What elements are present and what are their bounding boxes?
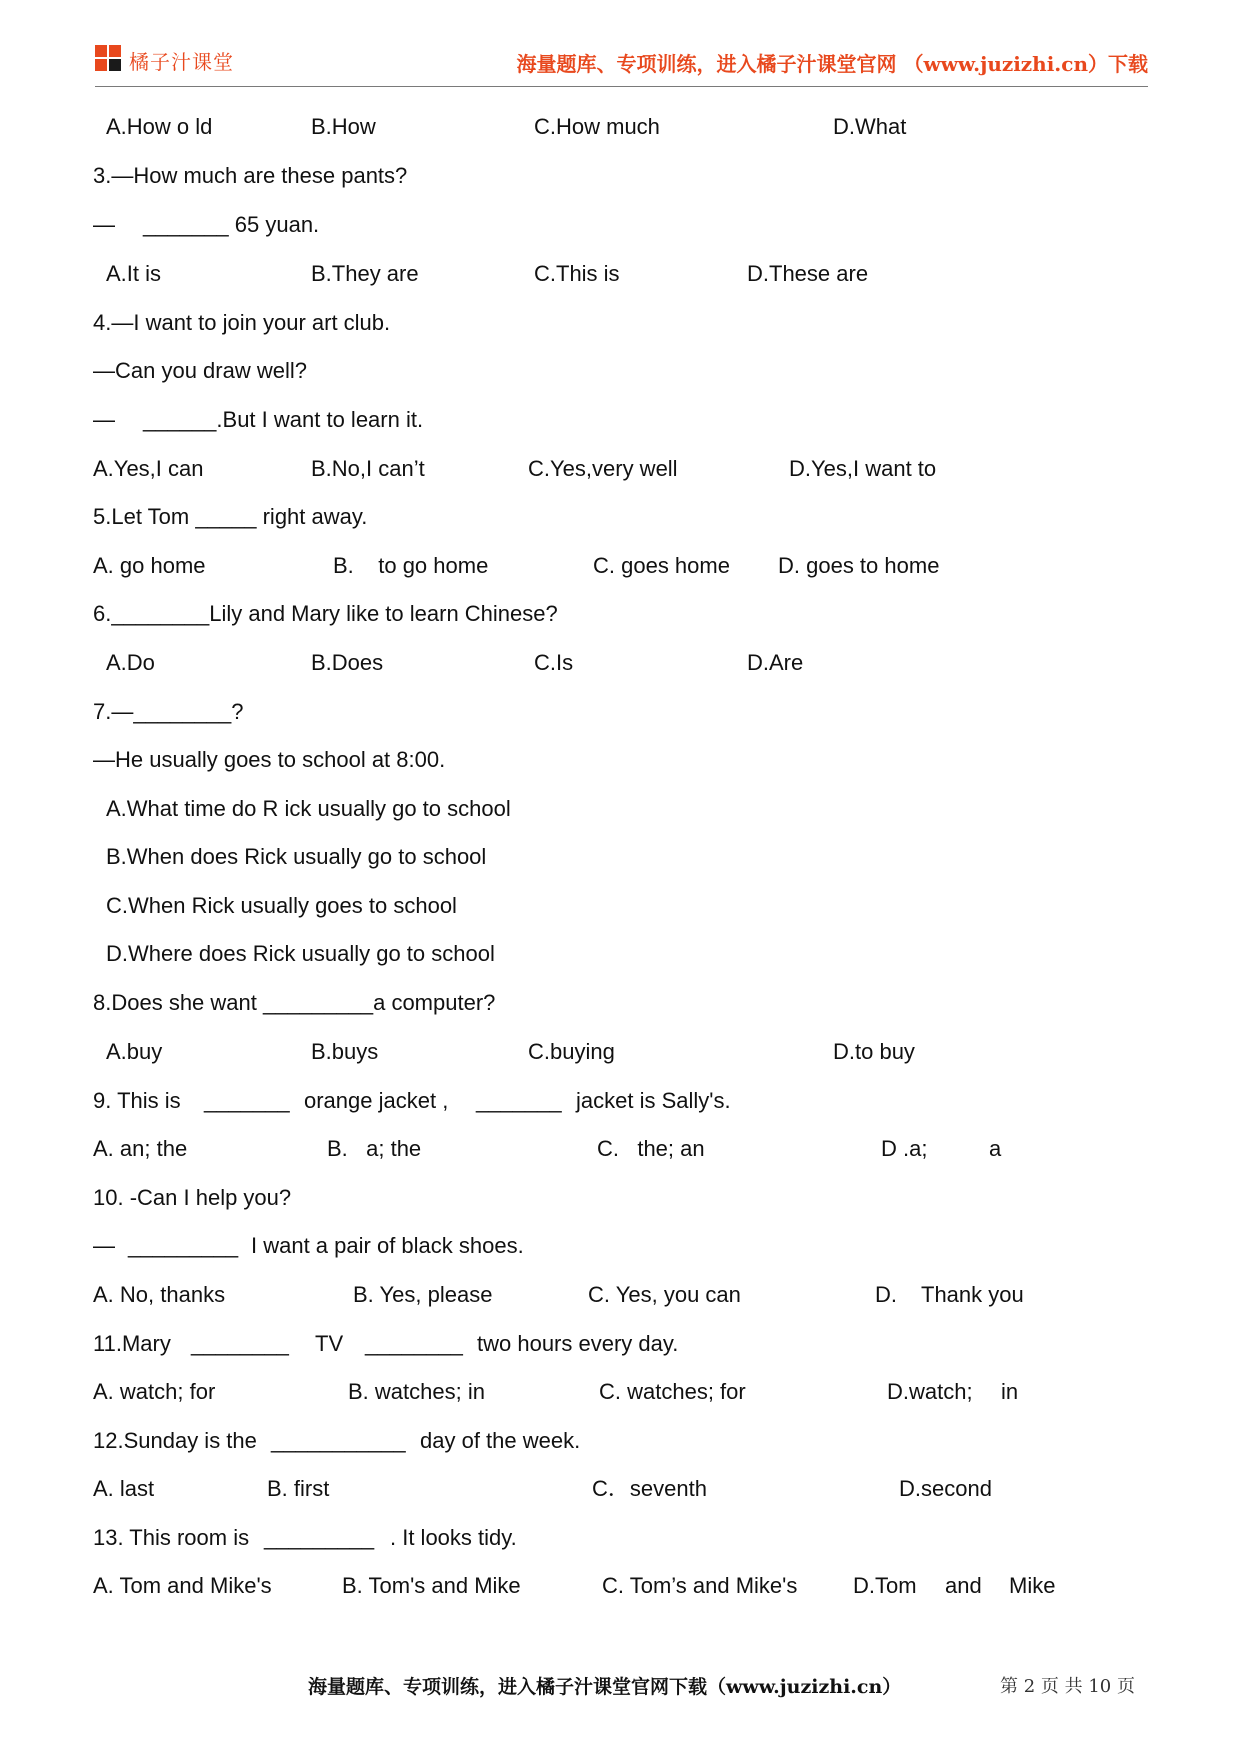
line-segment: B.No,I can’t (311, 456, 425, 481)
line-segment: _________ (128, 1233, 239, 1258)
line-segment: C. Tom’s and Mike's (602, 1573, 798, 1598)
line-segment: D.to buy (833, 1039, 915, 1064)
question-line: — (93, 212, 115, 237)
logo-icon (95, 45, 125, 75)
line-segment: C. goes home (593, 553, 730, 578)
line-segment: D.second (899, 1476, 992, 1501)
question-line: A. go home (93, 553, 206, 578)
line-segment: B.Does (311, 650, 384, 675)
footer-slogan: 海量题库、专项训练，进入橘子汁课堂官网下载（www.juzizhi.cn） (308, 1676, 902, 1698)
line-segment: D. goes to home (778, 553, 940, 578)
line-segment: two hours every day. (477, 1331, 679, 1356)
line-segment: B. watches; in (348, 1379, 485, 1404)
question-line: 13. This room is (93, 1525, 250, 1550)
logo-text: 橘子汁课堂 (129, 49, 234, 74)
line-segment: B. a; the (327, 1136, 422, 1161)
line-segment: D.Yes,I want to (789, 456, 937, 481)
line-segment: Mike (1009, 1573, 1056, 1598)
question-line: A.How o ld (106, 114, 213, 139)
line-segment: _______ 65 yuan. (143, 212, 320, 237)
line-segment: ________ (191, 1331, 289, 1356)
question-line: 11.Mary (93, 1331, 171, 1356)
line-segment: day of the week. (420, 1428, 581, 1453)
question-line: 8.Does she want _________a computer? (93, 990, 496, 1015)
line-segment: C.buying (528, 1039, 615, 1064)
question-line: — (93, 1233, 115, 1258)
question-line: C.When Rick usually goes to school (106, 893, 457, 918)
question-line: A.Yes,I can (93, 456, 204, 481)
line-segment: B. to go home (333, 553, 489, 578)
line-segment: D. (875, 1282, 897, 1307)
question-line: 7.—________? (93, 699, 244, 724)
question-line: 3.—How much are these pants? (93, 163, 408, 188)
line-segment: C. the; an (597, 1136, 705, 1161)
question-line: A. last (93, 1476, 155, 1501)
question-line: B.When does Rick usually go to school (106, 844, 487, 869)
line-segment: ________ (365, 1331, 463, 1356)
line-segment: D.Tom (853, 1573, 917, 1598)
line-segment: _________ (264, 1525, 375, 1550)
line-segment: orange jacket , (304, 1088, 449, 1113)
line-segment: Thank you (921, 1282, 1024, 1307)
line-segment: C.Yes,very well (528, 456, 678, 481)
line-segment: C. watches; for (599, 1379, 746, 1404)
line-segment: C．seventh (592, 1476, 707, 1501)
question-line: A.Do (106, 650, 155, 675)
question-line: A. an; the (93, 1136, 188, 1161)
question-line: 5.Let Tom _____ right away. (93, 504, 368, 529)
line-segment: D .a; (881, 1136, 928, 1161)
page-number: 第 2 页 共 10 页 (1000, 1676, 1135, 1697)
page-footer (0, 1672, 1240, 1702)
line-segment: _______ (476, 1088, 562, 1113)
line-segment: C.How much (534, 114, 660, 139)
question-line: 9. This is (93, 1088, 181, 1113)
question-line: — (93, 407, 115, 432)
line-segment: B.How (311, 114, 376, 139)
line-segment: I want a pair of black shoes. (251, 1233, 524, 1258)
line-segment: C.Is (534, 650, 574, 675)
question-line: A. No, thanks (93, 1282, 226, 1307)
line-segment: B.They are (311, 261, 419, 286)
line-segment: in (1001, 1379, 1019, 1404)
line-segment: ______.But I want to learn it. (143, 407, 424, 432)
line-segment: D.Are (747, 650, 804, 675)
question-line: A.What time do R ick usually go to school (106, 796, 511, 821)
line-segment: D.watch; (887, 1379, 973, 1404)
question-line: D.Where does Rick usually go to school (106, 941, 495, 966)
line-segment: B. Tom's and Mike (342, 1573, 521, 1598)
question-line: —He usually goes to school at 8:00. (93, 747, 446, 772)
line-segment: D.These are (747, 261, 869, 286)
question-line: 10. -Can I help you? (93, 1185, 292, 1210)
line-segment: a (989, 1136, 1002, 1161)
line-segment: ___________ (271, 1428, 406, 1453)
line-segment: B. first (267, 1476, 330, 1501)
question-line: A. Tom and Mike's (93, 1573, 272, 1598)
line-segment: C.This is (534, 261, 620, 286)
header-slogan: 海量题库、专项训练，进入橘子汁课堂官网 （www.juzizhi.cn）下载 (516, 52, 1148, 76)
line-segment: B.buys (311, 1039, 379, 1064)
question-line: —Can you draw well? (93, 358, 307, 383)
question-line: 6.________Lily and Mary like to learn Chinese? (93, 601, 558, 626)
question-line: 4.—I want to join your art club. (93, 310, 391, 335)
page-header (95, 40, 1148, 87)
line-segment: TV (315, 1331, 344, 1356)
question-line: A. watch; for (93, 1379, 216, 1404)
logo (95, 44, 234, 76)
line-segment: C. Yes, you can (588, 1282, 741, 1307)
line-segment: and (945, 1573, 982, 1598)
line-segment: _______ (204, 1088, 290, 1113)
line-segment: B. Yes, please (353, 1282, 493, 1307)
line-segment: jacket is Sally's. (576, 1088, 731, 1113)
question-line: 12.Sunday is the (93, 1428, 257, 1453)
line-segment: D.What (833, 114, 907, 139)
line-segment: . It looks tidy. (390, 1525, 517, 1550)
question-line: A.It is (106, 261, 162, 286)
question-line: A.buy (106, 1039, 163, 1064)
